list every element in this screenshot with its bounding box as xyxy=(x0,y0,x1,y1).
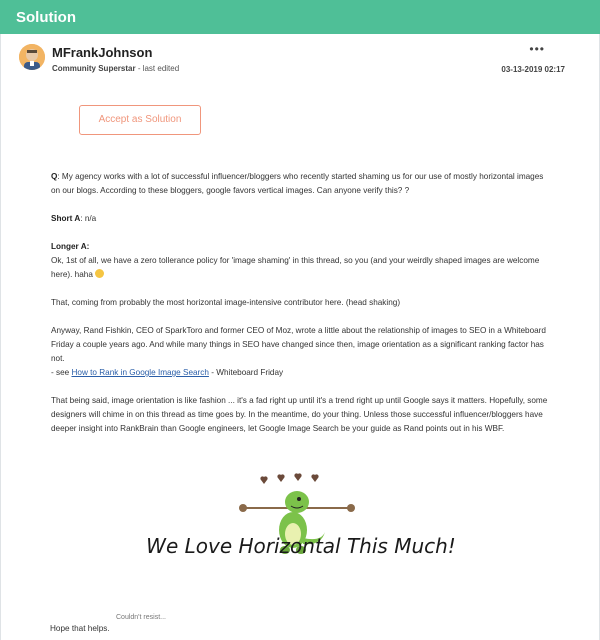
see-suffix: - Whiteboard Friday xyxy=(208,368,284,377)
image-slogan: We Love Horizontal This Much! xyxy=(146,534,456,558)
paragraph-3 xyxy=(51,324,551,380)
author-name[interactable]: MFrankJohnson xyxy=(52,45,153,60)
longer-colon: : xyxy=(86,242,90,251)
post-card xyxy=(0,34,600,640)
q-label: Q xyxy=(51,172,58,181)
image-caption: Couldn't resist... xyxy=(116,614,166,621)
accept-as-solution-button[interactable]: Accept as Solution xyxy=(79,105,201,135)
longer-answer xyxy=(51,240,551,282)
avatar[interactable] xyxy=(19,44,45,70)
post-date: 03-13-2019 02:17 xyxy=(501,65,565,74)
short-text: : n/a xyxy=(80,214,97,223)
paragraph-2: That, coming from probably the most horizontal image-intensive contributor here. (head shaking) xyxy=(51,298,401,307)
banner-title: Solution xyxy=(16,9,76,26)
author-meta xyxy=(52,64,179,73)
see-prefix: - see xyxy=(51,368,72,377)
short-label: Short A xyxy=(51,214,81,223)
closing-line: Hope that helps. xyxy=(50,624,110,633)
author-rank: Community Superstar xyxy=(52,64,136,73)
longer-text: Ok, 1st of all, we have a zero tollerance policy for 'image shaming' in this thread, so you (and your weirdly shaped images are welcome here). haha xyxy=(51,256,540,279)
more-menu-icon[interactable]: ••• xyxy=(529,42,545,56)
hearts-icon xyxy=(260,473,318,484)
short-answer xyxy=(51,212,96,226)
longer-label: Longer A xyxy=(51,242,87,251)
edited-note: - last edited xyxy=(137,64,180,73)
grin-emoji-icon xyxy=(95,269,104,278)
question-paragraph xyxy=(51,170,551,198)
paragraph-4: That being said, image orientation is like fashion ... it's a fad right up until it's a trend right up until Google says it matters. Hopefully, some designers will chime in on this thread as time goes by. In the meantime, do your thing. Unless those successful influencer/bloggers have deeper insight into RankBrain than Google engineers, let Google Image Search be your guide as Rand points out in his WBF. xyxy=(51,396,548,433)
q-text: : My agency works with a lot of successful influencer/bloggers who recently started shaming us for our use of mostly horizontal images on our blogs. According to these bloggers, google favors vertical images. Can anyone verify this? ? xyxy=(51,172,544,195)
paragraph-3-text: Anyway, Rand Fishkin, CEO of SparkToro and former CEO of Moz, wrote a little about the relationship of images to SEO in a Whiteboard Friday a couple years ago. And while many things in SEO have changed since then, image orientation as a significant ranking factor has not. xyxy=(51,326,546,363)
wbf-link[interactable]: How to Rank in Google Image Search xyxy=(71,368,209,377)
solution-banner xyxy=(0,0,600,34)
